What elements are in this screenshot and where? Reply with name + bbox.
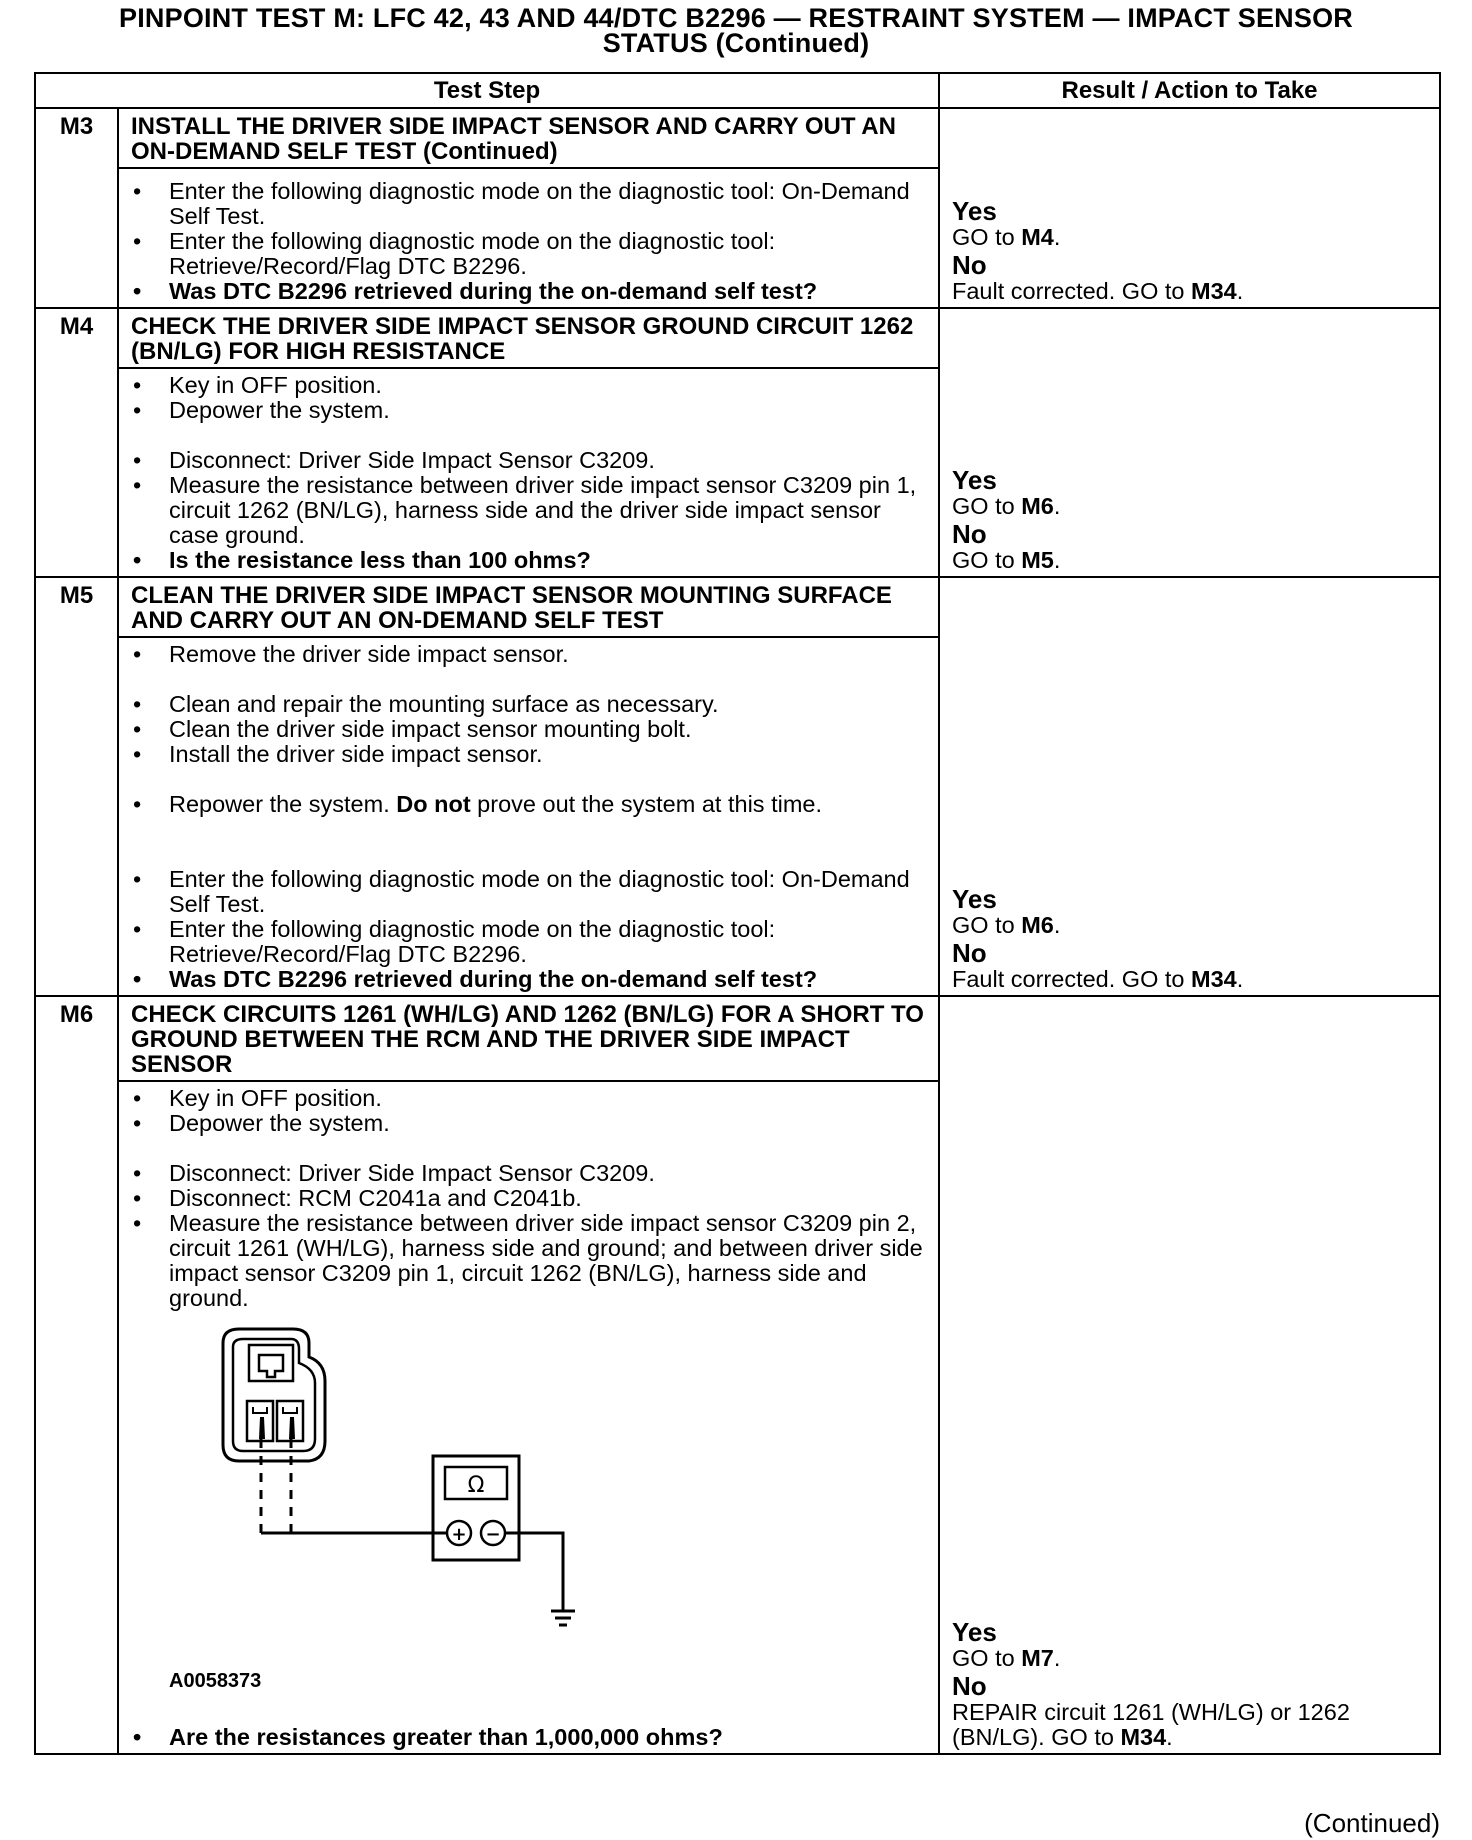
step-heading-m5: CLEAN THE DRIVER SIDE IMPACT SENSOR MOUNTING SURFACE AND CARRY OUT AN ON-DEMAND SELF TEST: [118, 577, 939, 637]
step-m3-heading-row: [35, 108, 1440, 168]
step-id-m6: M6: [35, 996, 118, 1081]
step-bullet: • Enter the following diagnostic mode on the diagnostic tool: Retrieve/Record/Flag DTC B2296.: [131, 917, 928, 967]
step-bullet: • Clean and repair the mounting surface as necessary.: [131, 692, 928, 717]
step-id-spacer: [35, 368, 118, 577]
step-question: • Was DTC B2296 retrieved during the on-demand self test?: [131, 279, 928, 304]
header-test-step: Test Step: [35, 73, 939, 108]
step-heading-m6: CHECK CIRCUITS 1261 (WH/LG) AND 1262 (BN/LG) FOR A SHORT TO GROUND BETWEEN THE RCM AND THE DRIVER SIDE IMPACT SENSOR: [118, 996, 939, 1081]
step-heading-m3: INSTALL THE DRIVER SIDE IMPACT SENSOR AND CARRY OUT AN ON-DEMAND SELF TEST (Continued): [118, 108, 939, 168]
step-bullet: • Install the driver side impact sensor.: [131, 742, 928, 767]
step-bullet: • Key in OFF position.: [131, 373, 928, 398]
goto-ref: M6: [1021, 493, 1054, 519]
goto-ref: M7: [1021, 1645, 1054, 1671]
result-no-action: GO to M5.: [952, 547, 1061, 573]
meter-minus-label: −: [485, 1524, 501, 1545]
result-yes-label: Yes: [952, 465, 997, 495]
step-bullet: • Depower the system.: [131, 1111, 928, 1136]
step-question: • Are the resistances greater than 1,000,000 ohms?: [131, 1725, 928, 1750]
result-no-action: REPAIR circuit 1261 (WH/LG) or 1262 (BN/LG). GO to M34.: [952, 1699, 1350, 1750]
result-m5: [939, 577, 1440, 996]
step-bullet: • Repower the system. Do not prove out the system at this time.: [131, 792, 928, 817]
step-question: • Is the resistance less than 100 ohms?: [131, 548, 928, 573]
step-id-spacer: [35, 1081, 118, 1754]
goto-ref: M34: [1120, 1724, 1167, 1750]
meter-plus-label: +: [451, 1524, 467, 1545]
step-bullet: • Enter the following diagnostic mode on the diagnostic tool: On-Demand Self Test.: [131, 179, 928, 229]
result-no-label: No: [952, 938, 987, 968]
step-body-m4: [118, 368, 939, 577]
result-yes-action: GO to M6.: [952, 912, 1061, 938]
step-bullet: • Enter the following diagnostic mode on the diagnostic tool: Retrieve/Record/Flag DTC B2296.: [131, 229, 928, 279]
result-m3: [939, 108, 1440, 308]
figure-id: A0058373: [169, 1670, 262, 1692]
meter-ohm-symbol: Ω: [467, 1473, 485, 1498]
result-yes-label: Yes: [952, 196, 997, 226]
goto-ref: M6: [1021, 912, 1054, 938]
connector-latch-icon: [249, 1345, 293, 1381]
step-id-spacer: [35, 168, 118, 308]
result-m4: [939, 308, 1440, 577]
step-bullet: • Disconnect: Driver Side Impact Sensor C3209.: [131, 448, 928, 473]
result-no-label: No: [952, 250, 987, 280]
goto-ref: M4: [1021, 224, 1054, 250]
goto-ref: M34: [1191, 278, 1237, 304]
result-no-action: Fault corrected. GO to M34.: [952, 966, 1244, 992]
result-no-label: No: [952, 519, 987, 549]
connector-ohmmeter-diagram: [201, 1321, 621, 1661]
step-bullet: • Clean the driver side impact sensor mounting bolt.: [131, 717, 928, 742]
result-no-action: Fault corrected. GO to M34.: [952, 278, 1244, 304]
step-bullet: • Disconnect: Driver Side Impact Sensor C3209.: [131, 1161, 928, 1186]
result-yes-action: GO to M4.: [952, 224, 1061, 250]
table-header-row: [35, 73, 1440, 108]
do-not-emphasis: Do not: [396, 791, 471, 817]
step-bullet: • Remove the driver side impact sensor.: [131, 642, 928, 667]
step-heading-m4: CHECK THE DRIVER SIDE IMPACT SENSOR GROUND CIRCUIT 1262 (BN/LG) FOR HIGH RESISTANCE: [118, 308, 939, 368]
meter-negative-lead: [505, 1533, 563, 1611]
pinpoint-test-table: [34, 72, 1441, 1755]
page-title: [0, 3, 1472, 58]
result-yes-action: GO to M7.: [952, 1645, 1061, 1671]
step-id-m4: M4: [35, 308, 118, 368]
title-line-2: STATUS (Continued): [602, 28, 870, 58]
goto-ref: M5: [1021, 547, 1054, 573]
header-result-action: Result / Action to Take: [939, 73, 1440, 108]
step-bullet: • Enter the following diagnostic mode on the diagnostic tool: On-Demand Self Test.: [131, 867, 928, 917]
step-body-m5: [118, 637, 939, 996]
step-bullet: • Disconnect: RCM C2041a and C2041b.: [131, 1186, 928, 1211]
title-line-1: PINPOINT TEST M: LFC 42, 43 AND 44/DTC B2296 — RESTRAINT SYSTEM — IMPACT SENSOR: [119, 3, 1353, 33]
step-body-m6: [118, 1081, 939, 1754]
measurement-figure: [131, 1321, 928, 1721]
step-id-spacer: [35, 637, 118, 996]
goto-ref: M34: [1191, 966, 1237, 992]
step-m4-heading-row: [35, 308, 1440, 368]
result-no-label: No: [952, 1671, 987, 1701]
continued-label: (Continued): [1304, 1808, 1440, 1838]
result-m6: [939, 996, 1440, 1754]
step-bullet: • Depower the system.: [131, 398, 928, 423]
pin-2-icon: [289, 1417, 295, 1439]
step-body-m3: [118, 168, 939, 308]
result-yes-label: Yes: [952, 1617, 997, 1647]
step-id-m3: M3: [35, 108, 118, 168]
step-bullet: • Measure the resistance between driver side impact sensor C3209 pin 1, circuit 1262 (BN/LG), harness side and the driver side impact sensor case ground.: [131, 473, 928, 548]
step-m5-heading-row: [35, 577, 1440, 637]
step-bullet: • Key in OFF position.: [131, 1086, 928, 1111]
result-yes-label: Yes: [952, 884, 997, 914]
pin-1-icon: [259, 1417, 265, 1439]
step-m6-heading-row: [35, 996, 1440, 1081]
step-question: • Was DTC B2296 retrieved during the on-demand self test?: [131, 967, 928, 992]
result-yes-action: GO to M6.: [952, 493, 1061, 519]
step-id-m5: M5: [35, 577, 118, 637]
step-bullet: • Measure the resistance between driver side impact sensor C3209 pin 2, circuit 1261 (WH/LG), harness side and ground; and between driver side impact sensor C3209 pin 1, circuit 1262 (BN/LG), harness side and ground.: [131, 1211, 928, 1311]
